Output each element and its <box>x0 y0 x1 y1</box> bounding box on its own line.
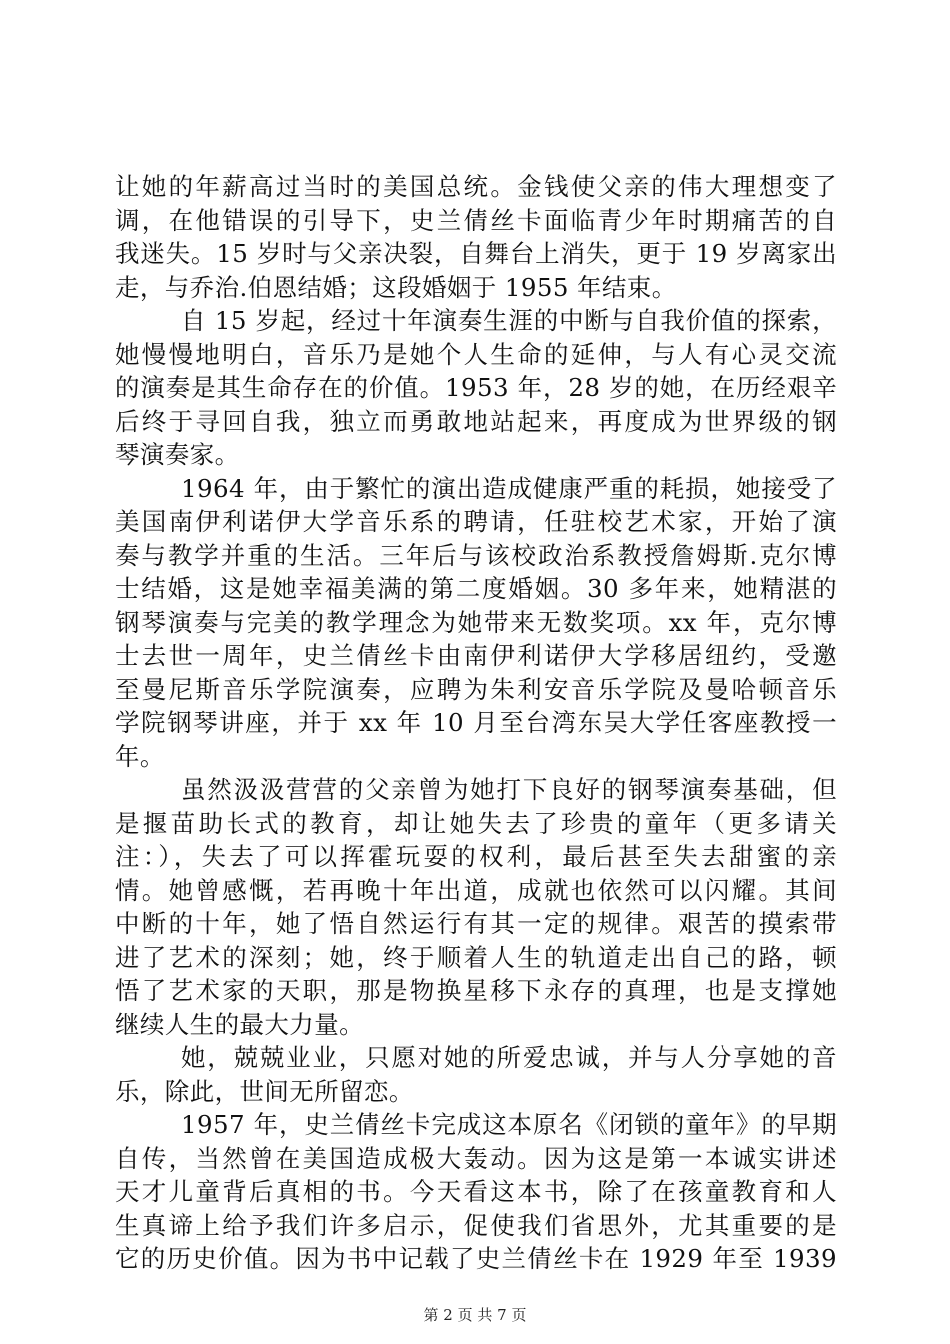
text-line: 士结婚，这是她幸福美满的第二度婚姻。30 多年来，她精湛的 <box>115 574 837 603</box>
text-line: 1957 年，史兰倩丝卡完成这本原名《闭锁的童年》的早期 <box>181 1110 837 1139</box>
text-line: 调，在他错误的引导下，史兰倩丝卡面临青少年时期痛苦的自 <box>115 205 837 235</box>
text-line: 走，与乔治.伯恩结婚；这段婚姻于 1955 年结束。 <box>115 272 677 302</box>
text-line: 它的历史价值。因为书中记载了史兰倩丝卡在 1929 年至 1939 <box>115 1244 837 1273</box>
text-line: 悟了艺术家的天职，那是物换星移下永存的真理，也是支撑她 <box>115 976 837 1005</box>
text-line: 生真谛上给予我们许多启示，促使我们省思外，尤其重要的是 <box>115 1210 837 1240</box>
text-line: 的演奏是其生命存在的价值。1953 年，28 岁的她，在历经艰辛 <box>115 373 837 402</box>
text-line: 1964 年，由于繁忙的演出造成健康严重的耗损，她接受了 <box>181 473 837 503</box>
text-line: 中断的十年，她了悟自然运行有其一定的规律。艰苦的摸索带 <box>115 909 837 938</box>
text-line: 学院钢琴讲座，并于 xx 年 10 月至台湾东吴大学任客座教授一 <box>115 708 837 737</box>
text-line: 她，兢兢业业，只愿对她的所爱忠诚，并与人分享她的音 <box>181 1043 837 1072</box>
text-line: 注：），失去了可以挥霍玩耍的权利，最后甚至失去甜蜜的亲 <box>115 842 837 871</box>
text-line: 钢琴演奏与完美的教学理念为她带来无数奖项。xx 年，克尔博 <box>115 607 837 637</box>
text-line: 她慢慢地明白，音乐乃是她个人生命的延伸，与人有心灵交流 <box>115 339 837 369</box>
text-line: 奏与教学并重的生活。三年后与该校政治系教授詹姆斯.克尔博 <box>115 540 837 570</box>
text-line: 年。 <box>115 741 165 771</box>
text-line: 虽然汲汲营营的父亲曾为她打下良好的钢琴演奏基础，但 <box>181 775 837 804</box>
text-line: 天才儿童背后真相的书。今天看这本书，除了在孩童教育和人 <box>115 1177 837 1206</box>
text-line: 让她的年薪高过当时的美国总统。金钱使父亲的伟大理想变了 <box>115 172 837 201</box>
text-line: 至曼尼斯音乐学院演奏，应聘为朱利安音乐学院及曼哈顿音乐 <box>115 674 837 704</box>
text-line: 后终于寻回自我，独立而勇敢地站起来，再度成为世界级的钢 <box>115 406 837 436</box>
text-line: 继续人生的最大力量。 <box>115 1009 364 1039</box>
text-line: 进了艺术的深刻；她，终于顺着人生的轨道走出自己的路，顿 <box>115 942 837 972</box>
text-line: 琴演奏家。 <box>115 440 240 469</box>
text-line: 自传，当然曾在美国造成极大轰动。因为这是第一本诚实讲述 <box>115 1143 837 1173</box>
text-line: 自 15 岁起，经过十年演奏生涯的中断与自我价值的探索， <box>181 306 837 335</box>
text-line: 美国南伊利诺伊大学音乐系的聘请，任驻校艺术家，开始了演 <box>115 507 837 536</box>
page-footer: 第 2 页 共 7 页 <box>423 1306 527 1324</box>
text-line: 情。她曾感慨，若再晚十年出道，成就也依然可以闪耀。其间 <box>115 875 837 905</box>
text-line: 是揠苗助长式的教育，却让她失去了珍贵的童年（更多请关 <box>115 808 837 838</box>
text-line: 乐，除此，世间无所留恋。 <box>115 1076 414 1106</box>
body-text <box>115 170 837 1276</box>
text-line: 我迷失。15 岁时与父亲决裂，自舞台上消失，更于 19 岁离家出 <box>115 239 837 268</box>
text-line: 士去世一周年，史兰倩丝卡由南伊利诺伊大学移居纽约，受邀 <box>115 641 837 670</box>
